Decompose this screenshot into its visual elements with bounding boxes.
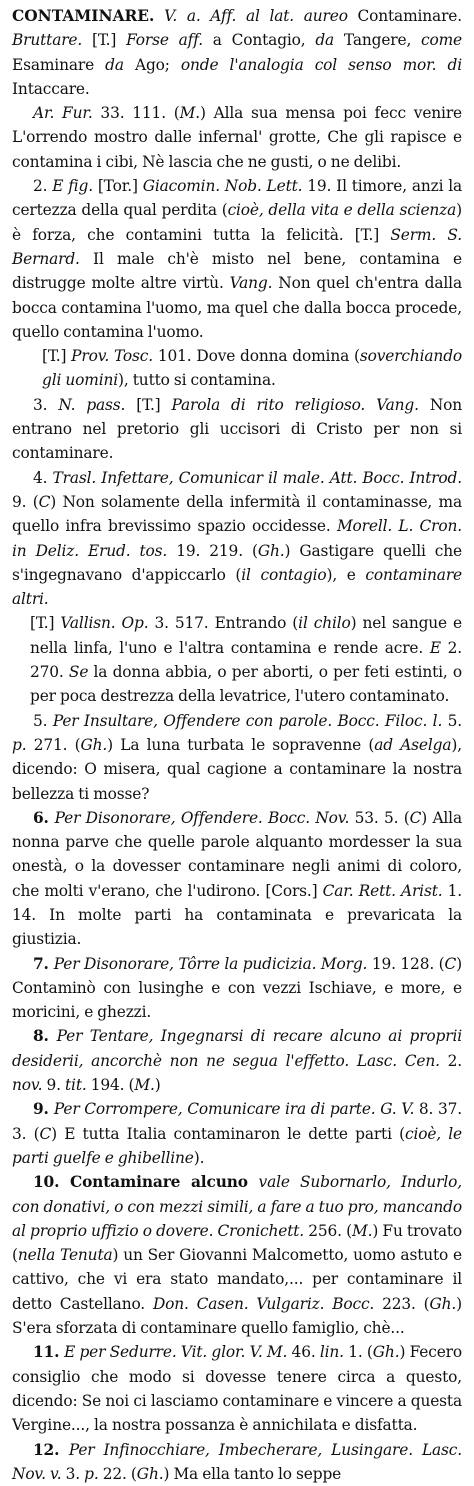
text-segment: 223. ( — [382, 1294, 430, 1313]
bold-text: 12. — [33, 1440, 69, 1459]
text-segment: 3. — [33, 395, 59, 414]
text-segment: 4. — [33, 468, 53, 487]
sense-10-suborn — [12, 1170, 462, 1340]
text-segment: 19. 219. ( — [176, 541, 258, 560]
italic-text: E per Sedurre. Vit. glor. V. M. — [64, 1343, 292, 1362]
italic-text: Ar. Fur. — [33, 104, 101, 123]
italic-text: Don. Casen. Vulgariz. Bocc. — [152, 1294, 383, 1313]
text-segment: 46. — [291, 1343, 320, 1362]
italic-text: Gh. — [136, 1464, 164, 1483]
text-segment: Tangere, — [343, 31, 422, 50]
italic-text: Vallisn. Op. — [60, 614, 155, 633]
text-segment: 3. 517. Entrando ( — [154, 614, 299, 633]
text-segment: Esaminare — [12, 55, 106, 74]
italic-text: Trasl. Infettare, Comunicar il male. Att. Bocc. Introd. — [52, 468, 462, 487]
italic-text: Giacomin. Nob. Lett. — [142, 177, 308, 196]
italic-text: Gh. — [257, 541, 285, 560]
citation-ariosto — [12, 101, 462, 174]
text-segment: 194. ( — [90, 1076, 135, 1095]
italic-text: M. — [351, 1221, 373, 1240]
text-segment: ), tutto si contamina. — [118, 371, 276, 390]
italic-text: C — [38, 492, 51, 511]
italic-text: E — [429, 638, 448, 657]
italic-text: V. a. Aff. al lat. aureo — [164, 7, 358, 25]
italic-text: C — [39, 1124, 52, 1143]
text-segment: 9. — [46, 1076, 66, 1095]
text-segment: Il male ch'è misto nel bene, contamina e distrugge molte altre virtù. — [12, 249, 462, 293]
bold-text: 6. — [33, 808, 55, 827]
text-segment: ) Ma ella tanto lo seppe — [163, 1464, 342, 1483]
text-segment: la donna abbia, o per aborti, o per feti estinti, o per poca destrezza della levatrice, l'utero contaminato. — [30, 663, 462, 706]
italic-text: cioè, le parti guelfe e ghibelline — [12, 1124, 462, 1167]
italic-text: il contagio — [241, 565, 327, 584]
text-segment: [Tor.] — [97, 177, 143, 196]
text-segment: Intaccare. — [12, 79, 90, 98]
text-segment: Contaminare. — [357, 7, 462, 25]
bold-text: 8. — [33, 1027, 57, 1046]
text-segment: ) Fecero consiglio che modo si dovesse tenere circa a questo, dicendo: Se noi ci lasciamo contaminare e vincere a questa Vergine..., la nostra possanza è annichilata e disfatta. — [12, 1343, 462, 1435]
text-segment: [T.] — [30, 614, 61, 633]
text-segment: ) La luna turbata le sopravenne ( — [107, 735, 375, 754]
citation-proverb — [12, 344, 462, 393]
text-segment: ) Non solamente della infermità il contaminasse, ma quello infra brevissimo spazio occidesse. — [12, 492, 462, 536]
italic-text: M. — [179, 104, 200, 123]
italic-text: Per Corrompere, Comunicare ira di parte. G. V. — [53, 1100, 419, 1119]
text-segment: 8. 37. 3. ( — [12, 1100, 462, 1143]
italic-text: Car. Rett. Arist. — [322, 881, 448, 900]
italic-text: Se — [68, 663, 94, 682]
text-segment: ) Contaminò con lusinghe e con vezzi Ischiave, e more, e moricini, e ghezzi. — [12, 954, 462, 1022]
sense-5-insult — [12, 709, 462, 806]
sense-4-infect — [12, 466, 462, 612]
italic-text: Per Infinocchiare, Imbecherare, Lusingare. Lasc. Nov. v. — [12, 1440, 463, 1483]
text-segment: ) E tutta Italia contaminaron le dette parti ( — [51, 1124, 405, 1143]
italic-text: Gh. — [372, 1343, 400, 1362]
text-segment: 2. — [447, 1051, 462, 1070]
italic-text: p. — [84, 1464, 103, 1483]
italic-text: il chilo — [298, 614, 351, 633]
italic-text: nella Tenuta — [17, 1246, 113, 1265]
italic-text: soverchiando gli uomini — [42, 347, 463, 390]
text-segment: 19. Il timore, anzi la certezza della qual perdita ( — [12, 177, 463, 220]
italic-text: Serm. S. Bernard. — [12, 225, 462, 268]
italic-text: vale Subornarlo, Indurlo, con donativi, o con mezzi simili, a fare a tuo pro, mancando al proprio uffizio o dovere. Cronichett. — [12, 1173, 462, 1240]
italic-text: Forse aff. — [126, 31, 213, 50]
italic-text: Bruttare. — [12, 31, 92, 50]
text-segment: [T.] — [91, 31, 127, 50]
italic-text: N. pass. — [58, 395, 137, 414]
bold-text: 9. — [33, 1100, 54, 1119]
sense-12-cajole — [12, 1438, 462, 1486]
bold-text: 11. — [33, 1343, 65, 1362]
text-segment: 271. ( — [33, 735, 81, 754]
italic-text: nov. — [12, 1076, 47, 1095]
text-segment: [T.] — [136, 395, 172, 414]
text-segment: [T.] — [42, 347, 72, 366]
italic-text: Gh. — [80, 735, 108, 754]
text-segment: 1. 14. In molte parti ha contaminata e prevaricata la giustizia. — [12, 881, 462, 949]
text-segment: Ago; — [134, 55, 181, 74]
entry-definition — [12, 4, 462, 101]
text-segment: 33. 111. ( — [100, 104, 180, 123]
citation-vallisneri — [12, 611, 462, 708]
italic-text: Per Tentare, Ingegnarsi di recare alcuno ai proprii desiderii, ancorchè non ne segua l'effetto. Lasc. Cen. — [12, 1027, 462, 1070]
text-segment: ), dicendo: O misera, qual cagione a contaminare la nostra bellezza ti mosse? — [12, 735, 462, 803]
text-segment: Non quel ch'entra dalla bocca contamina l'uomo, ma quel che dalla bocca procede, quello contamina l'uomo. — [12, 274, 462, 341]
text-segment: 5. — [447, 711, 462, 730]
italic-text: cioè, della vita e della scienza — [227, 201, 457, 220]
sense-11-seduce — [12, 1340, 462, 1437]
italic-text: onde l'analogia col senso mor. di — [180, 55, 462, 74]
sense-8-tempt — [12, 1024, 462, 1097]
text-segment: ) — [154, 1076, 161, 1095]
text-segment: 3. — [65, 1464, 85, 1483]
entry-headword: CONTAMINARE. — [12, 7, 155, 25]
text-segment: 256. ( — [308, 1221, 352, 1240]
sense-7-dishonor — [12, 952, 462, 1025]
bold-text: 10. Contaminare alcuno — [33, 1173, 259, 1192]
text-segment: a Contagio, — [212, 31, 316, 50]
italic-text: da — [315, 31, 344, 50]
text-segment: ), e — [326, 565, 366, 584]
text-segment: ) nel sangue e nella linfa, l'uno e l'altra contamina e rende acre. — [30, 614, 462, 657]
text-segment: ) è forza, che contamini tutta la felicità. [T.] — [12, 201, 463, 244]
italic-text: ad Aselga — [374, 735, 452, 754]
italic-text: come — [421, 31, 463, 50]
sense-6-dishonor — [12, 806, 462, 952]
italic-text: Per Disonorare, Offendere. Bocc. Nov. — [54, 808, 355, 827]
italic-text: Gh. — [429, 1294, 457, 1313]
bold-text: 7. — [33, 954, 54, 973]
italic-text: contaminare altri. — [12, 565, 462, 609]
text-segment: ) S'era sforzata di contaminare quello famiglio, chè... — [12, 1294, 463, 1338]
italic-text: Prov. Tosc. — [71, 347, 158, 366]
text-segment: ). — [193, 1148, 205, 1167]
italic-text: lin. — [319, 1343, 349, 1362]
text-segment: 1. ( — [348, 1343, 373, 1362]
text-segment: ) Fu trovato ( — [12, 1221, 463, 1265]
sense-3-passive — [12, 393, 462, 466]
italic-text: Per Insultare, Offendere con parole. Bocc. Filoc. l. — [52, 711, 448, 730]
italic-text: C — [444, 954, 457, 973]
italic-text: Vang. — [229, 274, 279, 293]
italic-text: M. — [134, 1076, 155, 1095]
text-segment: 9. ( — [12, 492, 39, 511]
text-segment: ) un Ser Giovanni Malcometto, uomo astuto e cattivo, che vi era stato mandato,... per contaminare il detto Castellano. — [12, 1246, 462, 1313]
italic-text: Per Disonorare, Tôrre la pudicizia. Morg. — [53, 954, 372, 973]
text-segment: Non entrano nel pretorio gli uccisori di Cristo per non si contaminare. — [12, 395, 463, 463]
text-segment: 22. ( — [102, 1464, 137, 1483]
text-segment: ) Alla nonna parve che quelle parole alquanto mordesser la sua onestà, o la dovesser contaminare negli animi di coloro, che molti v'erano, che l'udirono. [Cors.] — [12, 808, 462, 900]
text-segment: 19. 128. ( — [371, 954, 445, 973]
italic-text: p. — [12, 735, 34, 754]
text-segment: ) Alla sua mensa poi fecc venire L'orrendo mostro dalle infernal' grotte, Che gli rapisce e contamina i cibi, Nè lascia che ne gusti, o ne delibi. — [12, 104, 462, 171]
text-segment: 2. — [33, 177, 53, 196]
italic-text: C — [409, 808, 422, 827]
text-segment: 53. 5. ( — [354, 808, 410, 827]
italic-text: da — [105, 55, 135, 74]
sense-2-figurative — [12, 174, 462, 344]
text-segment: ) Gastigare quelli che s'ingegnavano d'appiccarlo ( — [12, 541, 462, 584]
italic-text: E fig. — [52, 177, 98, 196]
italic-text: Parola di rito religioso. Vang. — [171, 395, 430, 414]
text-segment: 5. — [33, 711, 53, 730]
sense-9-corrupt — [12, 1097, 462, 1170]
italic-text: tit. — [65, 1076, 91, 1095]
italic-text: Morell. L. Cron. in Deliz. Erud. tos. — [12, 517, 462, 560]
text-segment: 101. Dove donna domina ( — [157, 347, 360, 366]
text-segment: 2. 270. — [30, 638, 462, 682]
